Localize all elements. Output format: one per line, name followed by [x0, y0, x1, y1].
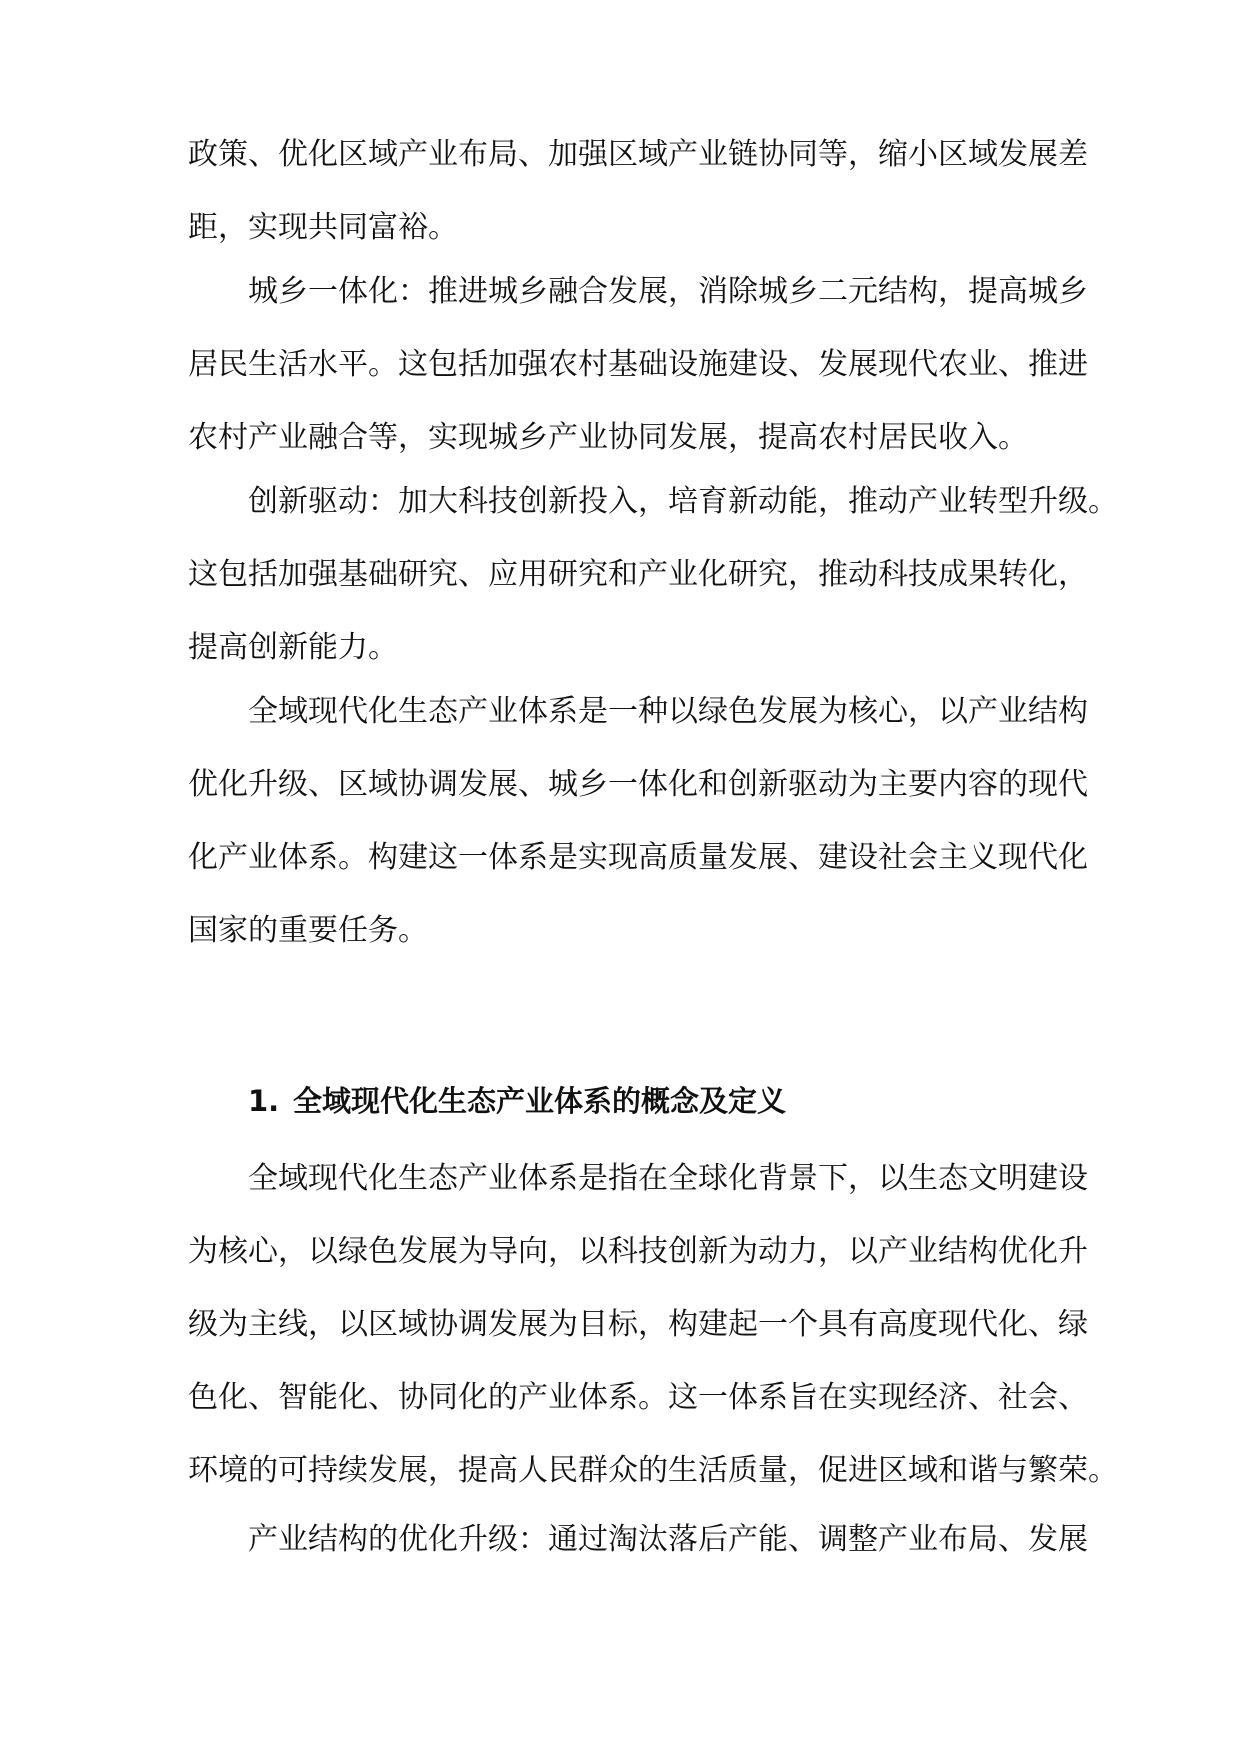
- text-line: 色化、智能化、协同化的产业体系。这一体系旨在实现经济、社会、: [188, 1380, 1088, 1415]
- paragraph-regional-coordination-continued: [188, 118, 1088, 264]
- text-line: 为核心，以绿色发展为导向，以科技创新为动力，以产业结构优化升: [188, 1234, 1088, 1269]
- paragraph-innovation-driven: [188, 465, 1118, 684]
- text-line: 提高创新能力。: [188, 630, 398, 665]
- section-heading: [248, 1081, 786, 1121]
- text-line: 这包括加强基础研究、应用研究和产业化研究，推动科技成果转化，: [188, 557, 1088, 592]
- text-line: 政策、优化区域产业布局、加强区域产业链协同等，缩小区域发展差: [188, 137, 1088, 172]
- section-number: 1.: [248, 1084, 280, 1118]
- paragraph-system-summary: [188, 675, 1088, 967]
- section-title: 全域现代化生态产业体系的概念及定义: [293, 1084, 787, 1118]
- paragraph-definition: [188, 1142, 1118, 1507]
- text-line: 优化升级、区域协调发展、城乡一体化和创新驱动为主要内容的现代: [188, 767, 1088, 802]
- text-line: 环境的可持续发展，提高人民群众的生活质量，促进区域和谐与繁荣。: [188, 1453, 1118, 1488]
- text-line: 国家的重要任务。: [188, 913, 428, 948]
- text-line: 化产业体系。构建这一体系是实现高质量发展、建设社会主义现代化: [188, 840, 1088, 875]
- text-line: 距，实现共同富裕。: [188, 210, 458, 245]
- text-line: 农村产业融合等，实现城乡产业协同发展，提高农村居民收入。: [188, 420, 1028, 455]
- text-line: 创新驱动：加大科技创新投入，培育新动能，推动产业转型升级。: [248, 484, 1118, 519]
- text-line: 全域现代化生态产业体系是一种以绿色发展为核心，以产业结构: [248, 694, 1088, 729]
- paragraph-urban-rural-integration: [188, 255, 1088, 474]
- text-line: 居民生活水平。这包括加强农村基础设施建设、发展现代农业、推进: [188, 347, 1088, 382]
- text-line: 级为主线，以区域协调发展为目标，构建起一个具有高度现代化、绿: [188, 1307, 1088, 1342]
- text-line: 产业结构的优化升级：通过淘汰落后产能、调整产业布局、发展: [248, 1522, 1088, 1557]
- text-line: 城乡一体化：推进城乡融合发展，消除城乡二元结构，提高城乡: [248, 274, 1088, 309]
- paragraph-industrial-structure-upgrade: [188, 1503, 1088, 1576]
- text-line: 全域现代化生态产业体系是指在全球化背景下，以生态文明建设: [248, 1161, 1088, 1196]
